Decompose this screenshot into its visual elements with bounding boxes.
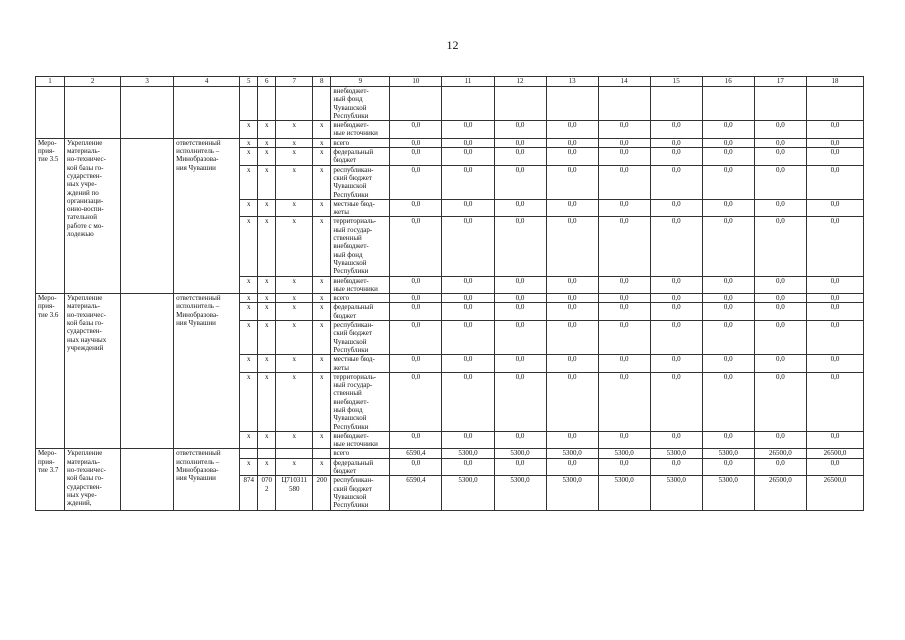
empty-cell xyxy=(65,87,121,139)
amount-cell: 0,0 xyxy=(702,276,754,294)
empty-cell xyxy=(174,87,240,139)
budget-code-cell: x xyxy=(276,138,313,147)
amount-cell: 0,0 xyxy=(390,321,442,355)
column-number-row xyxy=(36,77,864,87)
amount-cell: 0,0 xyxy=(702,199,754,217)
amount-cell: 0,0 xyxy=(806,138,863,147)
amount-cell: 0,0 xyxy=(702,148,754,166)
amount-cell: 0,0 xyxy=(754,294,806,303)
budget-code-cell: x xyxy=(258,217,276,276)
budget-code-cell: x xyxy=(240,321,258,355)
column-number: 16 xyxy=(702,77,754,87)
funding-source-cell: местные бюд- жеты xyxy=(331,355,390,373)
amount-cell: 0,0 xyxy=(650,138,702,147)
budget-code-cell: x xyxy=(276,121,313,139)
measure-id-cell: Меро- прия- тие 3.6 xyxy=(36,294,65,449)
amount-cell: 26500,0 xyxy=(754,476,806,510)
amount-cell: 5300,0 xyxy=(494,449,546,458)
amount-cell: 0,0 xyxy=(598,121,650,139)
amount-cell: 0,0 xyxy=(390,294,442,303)
budget-code-cell: x xyxy=(276,372,313,431)
amount-cell: 0,0 xyxy=(598,372,650,431)
amount-cell: 0,0 xyxy=(494,431,546,449)
amount-cell: 5300,0 xyxy=(702,449,754,458)
amount-cell: 0,0 xyxy=(806,321,863,355)
amount-cell: 26500,0 xyxy=(806,476,863,510)
amount-cell: 0,0 xyxy=(754,303,806,321)
amount-cell xyxy=(754,87,806,121)
amount-cell xyxy=(702,87,754,121)
amount-cell: 0,0 xyxy=(494,321,546,355)
measure-id-cell: Меро- прия- тие 3.5 xyxy=(36,138,65,293)
budget-code-cell: x xyxy=(240,458,258,476)
amount-cell: 0,0 xyxy=(650,165,702,199)
funding-source-cell: федеральный бюджет xyxy=(331,303,390,321)
amount-cell: 0,0 xyxy=(806,165,863,199)
amount-cell: 0,0 xyxy=(494,294,546,303)
amount-cell: 0,0 xyxy=(702,294,754,303)
amount-cell: 0,0 xyxy=(390,276,442,294)
amount-cell: 0,0 xyxy=(806,217,863,276)
amount-cell xyxy=(546,87,598,121)
executor-cell: ответственный исполнитель – Минобразова- ния Чувашии xyxy=(174,449,240,510)
budget-code-cell xyxy=(240,87,258,121)
amount-cell: 5300,0 xyxy=(598,476,650,510)
page-number: 12 xyxy=(446,38,459,52)
funding-source-cell: республикан- ский бюджет Чувашской Республики xyxy=(331,321,390,355)
amount-cell: 0,0 xyxy=(598,321,650,355)
measure-name-cell: Укрепление материаль- но-техничес- кой базы го- сударствен- ных научных учреждений xyxy=(65,294,121,449)
budget-code-cell: x xyxy=(240,372,258,431)
amount-cell: 0,0 xyxy=(494,276,546,294)
column-number: 18 xyxy=(806,77,863,87)
empty-cell xyxy=(121,87,174,139)
amount-cell: 0,0 xyxy=(546,458,598,476)
amount-cell: 0,0 xyxy=(598,217,650,276)
amount-cell: 0,0 xyxy=(650,294,702,303)
amount-cell: 0,0 xyxy=(806,294,863,303)
column-number: 11 xyxy=(442,77,494,87)
amount-cell: 0,0 xyxy=(598,138,650,147)
budget-code-cell: x xyxy=(240,148,258,166)
amount-cell: 0,0 xyxy=(650,321,702,355)
budget-code-cell: x xyxy=(240,138,258,147)
amount-cell: 0,0 xyxy=(390,199,442,217)
budget-code-cell xyxy=(276,449,313,458)
column-number: 1 xyxy=(36,77,65,87)
column-number: 6 xyxy=(258,77,276,87)
budget-code-cell: x xyxy=(313,199,331,217)
amount-cell: 0,0 xyxy=(650,276,702,294)
column-number: 7 xyxy=(276,77,313,87)
budget-code-cell: x xyxy=(258,431,276,449)
executor-cell: ответственный исполнитель – Минобразова- ния Чувашии xyxy=(174,294,240,449)
measure-id-cell: Меро- прия- тие 3.7 xyxy=(36,449,65,510)
amount-cell: 0,0 xyxy=(754,148,806,166)
amount-cell: 0,0 xyxy=(806,199,863,217)
amount-cell: 0,0 xyxy=(754,321,806,355)
amount-cell: 0,0 xyxy=(390,138,442,147)
empty-cell xyxy=(121,294,174,449)
amount-cell: 0,0 xyxy=(494,199,546,217)
amount-cell: 0,0 xyxy=(598,431,650,449)
budget-code-cell: x xyxy=(258,121,276,139)
amount-cell xyxy=(494,87,546,121)
budget-code-cell: x xyxy=(313,165,331,199)
budget-code-cell: Ц710311 580 xyxy=(276,476,313,510)
budget-code-cell: x xyxy=(258,148,276,166)
amount-cell: 0,0 xyxy=(806,355,863,373)
amount-cell: 0,0 xyxy=(390,355,442,373)
amount-cell: 0,0 xyxy=(806,372,863,431)
budget-code-cell xyxy=(240,449,258,458)
amount-cell: 0,0 xyxy=(754,165,806,199)
budget-code-cell xyxy=(258,449,276,458)
amount-cell: 6590,4 xyxy=(390,476,442,510)
amount-cell: 5300,0 xyxy=(494,476,546,510)
budget-code-cell: x xyxy=(313,431,331,449)
funding-source-cell: территориаль- ный государ- ственный внебюджет- ный фонд Чувашской Республики xyxy=(331,372,390,431)
amount-cell: 0,0 xyxy=(806,121,863,139)
budget-code-cell: x xyxy=(276,276,313,294)
amount-cell: 0,0 xyxy=(442,458,494,476)
budget-code-cell: x xyxy=(258,276,276,294)
amount-cell: 0,0 xyxy=(390,458,442,476)
amount-cell: 0,0 xyxy=(754,355,806,373)
amount-cell: 0,0 xyxy=(390,303,442,321)
amount-cell: 5300,0 xyxy=(598,449,650,458)
amount-cell: 0,0 xyxy=(546,138,598,147)
column-number: 15 xyxy=(650,77,702,87)
amount-cell: 0,0 xyxy=(442,431,494,449)
amount-cell: 0,0 xyxy=(442,372,494,431)
amount-cell: 0,0 xyxy=(390,148,442,166)
amount-cell: 26500,0 xyxy=(754,449,806,458)
amount-cell: 0,0 xyxy=(806,458,863,476)
amount-cell: 0,0 xyxy=(546,121,598,139)
amount-cell: 0,0 xyxy=(702,138,754,147)
budget-code-cell: 0702 xyxy=(258,476,276,510)
amount-cell: 0,0 xyxy=(546,372,598,431)
funding-source-cell: республикан- ский бюджет Чувашской Республики xyxy=(331,476,390,510)
amount-cell: 0,0 xyxy=(390,165,442,199)
budget-code-cell: x xyxy=(240,199,258,217)
amount-cell: 0,0 xyxy=(806,276,863,294)
amount-cell: 0,0 xyxy=(598,199,650,217)
amount-cell: 0,0 xyxy=(442,138,494,147)
amount-cell: 0,0 xyxy=(494,458,546,476)
executor-cell: ответственный исполнитель – Минобразова- ния Чувашии xyxy=(174,138,240,293)
table-row xyxy=(36,87,864,121)
amount-cell: 0,0 xyxy=(442,217,494,276)
amount-cell: 0,0 xyxy=(754,217,806,276)
budget-code-cell: x xyxy=(240,121,258,139)
amount-cell: 0,0 xyxy=(702,431,754,449)
amount-cell: 0,0 xyxy=(494,121,546,139)
budget-code-cell: x xyxy=(258,138,276,147)
amount-cell: 0,0 xyxy=(546,431,598,449)
amount-cell: 0,0 xyxy=(494,303,546,321)
measure-name-cell: Укрепление материаль- но-техничес- кой базы го- сударствен- ных учре- ждений по организаци- онно-воспи- тательной работе с мо- лодежью xyxy=(65,138,121,293)
column-number: 13 xyxy=(546,77,598,87)
amount-cell: 0,0 xyxy=(442,276,494,294)
budget-code-cell: x xyxy=(313,121,331,139)
funding-source-cell: всего xyxy=(331,138,390,147)
budget-code-cell: x xyxy=(313,294,331,303)
amount-cell: 0,0 xyxy=(754,121,806,139)
amount-cell: 5300,0 xyxy=(442,476,494,510)
amount-cell: 0,0 xyxy=(754,372,806,431)
budget-code-cell: x xyxy=(313,355,331,373)
budget-code-cell: x xyxy=(313,148,331,166)
table-row xyxy=(36,294,864,303)
amount-cell xyxy=(598,87,650,121)
budget-code-cell: x xyxy=(276,355,313,373)
budget-code-cell: x xyxy=(276,217,313,276)
budget-code-cell: 200 xyxy=(313,476,331,510)
amount-cell: 0,0 xyxy=(702,321,754,355)
amount-cell: 0,0 xyxy=(806,431,863,449)
amount-cell: 5300,0 xyxy=(650,476,702,510)
budget-code-cell: 874 xyxy=(240,476,258,510)
amount-cell: 0,0 xyxy=(650,217,702,276)
amount-cell: 5300,0 xyxy=(546,476,598,510)
amount-cell: 0,0 xyxy=(546,276,598,294)
empty-cell xyxy=(121,449,174,510)
amount-cell: 0,0 xyxy=(650,431,702,449)
budget-code-cell xyxy=(313,449,331,458)
funding-table xyxy=(35,76,864,511)
amount-cell: 0,0 xyxy=(754,458,806,476)
amount-cell: 5300,0 xyxy=(650,449,702,458)
amount-cell: 0,0 xyxy=(702,303,754,321)
funding-source-cell: внебюджет- ные источники xyxy=(331,431,390,449)
funding-source-cell: федеральный бюджет xyxy=(331,148,390,166)
budget-code-cell: x xyxy=(313,217,331,276)
amount-cell: 0,0 xyxy=(806,303,863,321)
amount-cell: 0,0 xyxy=(702,372,754,431)
amount-cell: 0,0 xyxy=(598,294,650,303)
budget-code-cell: x xyxy=(276,458,313,476)
amount-cell: 0,0 xyxy=(598,303,650,321)
amount-cell: 0,0 xyxy=(494,372,546,431)
funding-source-cell: республикан- ский бюджет Чувашской Республики xyxy=(331,165,390,199)
amount-cell: 0,0 xyxy=(442,355,494,373)
column-number: 10 xyxy=(390,77,442,87)
amount-cell: 0,0 xyxy=(546,199,598,217)
funding-source-cell: всего xyxy=(331,294,390,303)
budget-code-cell: x xyxy=(240,217,258,276)
amount-cell: 0,0 xyxy=(754,431,806,449)
budget-code-cell xyxy=(258,87,276,121)
amount-cell: 0,0 xyxy=(442,303,494,321)
budget-code-cell: x xyxy=(313,303,331,321)
amount-cell: 0,0 xyxy=(598,458,650,476)
budget-code-cell: x xyxy=(313,372,331,431)
amount-cell: 0,0 xyxy=(442,294,494,303)
amount-cell: 0,0 xyxy=(442,148,494,166)
measure-name-cell: Укрепление материаль- но-техничес- кой базы го- сударствен- ных учре- ждений, xyxy=(65,449,121,510)
funding-source-cell: внебюджет- ные источники xyxy=(331,276,390,294)
budget-code-cell: x xyxy=(240,276,258,294)
funding-source-cell: внебюджет- ные источники xyxy=(331,121,390,139)
budget-code-cell: x xyxy=(258,372,276,431)
budget-code-cell: x xyxy=(240,294,258,303)
amount-cell: 0,0 xyxy=(546,321,598,355)
amount-cell: 0,0 xyxy=(598,148,650,166)
amount-cell: 0,0 xyxy=(650,355,702,373)
amount-cell: 0,0 xyxy=(754,199,806,217)
funding-source-cell: местные бюд- жеты xyxy=(331,199,390,217)
amount-cell: 0,0 xyxy=(390,431,442,449)
amount-cell: 0,0 xyxy=(650,372,702,431)
budget-code-cell: x xyxy=(240,431,258,449)
amount-cell: 0,0 xyxy=(390,217,442,276)
budget-code-cell: x xyxy=(258,321,276,355)
column-number: 9 xyxy=(331,77,390,87)
budget-code-cell: x xyxy=(258,165,276,199)
amount-cell: 0,0 xyxy=(702,165,754,199)
funding-source-cell: территориаль- ный государ- ственный внебюджет- ный фонд Чувашской Республики xyxy=(331,217,390,276)
amount-cell: 5300,0 xyxy=(546,449,598,458)
amount-cell: 0,0 xyxy=(546,303,598,321)
amount-cell: 0,0 xyxy=(442,199,494,217)
budget-code-cell xyxy=(276,87,313,121)
amount-cell: 0,0 xyxy=(806,148,863,166)
amount-cell: 0,0 xyxy=(494,217,546,276)
column-number: 4 xyxy=(174,77,240,87)
amount-cell: 0,0 xyxy=(598,165,650,199)
funding-source-cell: всего xyxy=(331,449,390,458)
amount-cell: 26500,0 xyxy=(806,449,863,458)
budget-code-cell: x xyxy=(240,165,258,199)
amount-cell: 0,0 xyxy=(650,121,702,139)
budget-code-cell: x xyxy=(276,165,313,199)
budget-code-cell: x xyxy=(258,355,276,373)
column-number: 3 xyxy=(121,77,174,87)
budget-code-cell: x xyxy=(240,355,258,373)
amount-cell: 0,0 xyxy=(494,165,546,199)
funding-source-cell: внебюджет- ный фонд Чувашской Республики xyxy=(331,87,390,121)
budget-code-cell: x xyxy=(313,458,331,476)
amount-cell xyxy=(806,87,863,121)
budget-code-cell: x xyxy=(313,321,331,355)
budget-code-cell: x xyxy=(276,431,313,449)
amount-cell xyxy=(442,87,494,121)
amount-cell: 0,0 xyxy=(546,294,598,303)
table-row xyxy=(36,138,864,147)
amount-cell: 0,0 xyxy=(546,355,598,373)
budget-code-cell: x xyxy=(313,276,331,294)
budget-code-cell: x xyxy=(276,199,313,217)
amount-cell: 0,0 xyxy=(650,148,702,166)
amount-cell: 0,0 xyxy=(442,121,494,139)
amount-cell: 0,0 xyxy=(650,458,702,476)
column-number: 14 xyxy=(598,77,650,87)
budget-code-cell: x xyxy=(240,303,258,321)
column-number: 2 xyxy=(65,77,121,87)
budget-code-cell: x xyxy=(258,458,276,476)
amount-cell: 0,0 xyxy=(650,303,702,321)
column-number: 12 xyxy=(494,77,546,87)
funding-source-cell: федеральный бюджет xyxy=(331,458,390,476)
amount-cell: 0,0 xyxy=(702,355,754,373)
amount-cell xyxy=(390,87,442,121)
amount-cell: 0,0 xyxy=(598,355,650,373)
amount-cell: 0,0 xyxy=(650,199,702,217)
amount-cell: 0,0 xyxy=(546,165,598,199)
amount-cell: 0,0 xyxy=(442,165,494,199)
amount-cell: 0,0 xyxy=(390,372,442,431)
amount-cell: 0,0 xyxy=(494,355,546,373)
budget-code-cell: x xyxy=(258,199,276,217)
empty-cell xyxy=(121,138,174,293)
amount-cell: 0,0 xyxy=(442,321,494,355)
budget-code-cell: x xyxy=(276,321,313,355)
column-number: 17 xyxy=(754,77,806,87)
amount-cell: 0,0 xyxy=(390,121,442,139)
amount-cell: 0,0 xyxy=(754,138,806,147)
budget-code-cell: x xyxy=(276,294,313,303)
amount-cell: 6590,4 xyxy=(390,449,442,458)
budget-code-cell xyxy=(313,87,331,121)
amount-cell xyxy=(650,87,702,121)
budget-code-cell: x xyxy=(276,303,313,321)
column-number: 8 xyxy=(313,77,331,87)
empty-cell xyxy=(36,87,65,139)
amount-cell: 0,0 xyxy=(702,217,754,276)
amount-cell: 0,0 xyxy=(494,138,546,147)
amount-cell: 0,0 xyxy=(754,276,806,294)
amount-cell: 0,0 xyxy=(494,148,546,166)
amount-cell: 0,0 xyxy=(702,458,754,476)
budget-code-cell: x xyxy=(258,303,276,321)
budget-code-cell: x xyxy=(258,294,276,303)
column-number: 5 xyxy=(240,77,258,87)
amount-cell: 5300,0 xyxy=(442,449,494,458)
amount-cell: 5300,0 xyxy=(702,476,754,510)
table-row xyxy=(36,449,864,458)
amount-cell: 0,0 xyxy=(598,276,650,294)
amount-cell: 0,0 xyxy=(546,217,598,276)
amount-cell: 0,0 xyxy=(546,148,598,166)
budget-code-cell: x xyxy=(276,148,313,166)
budget-code-cell: x xyxy=(313,138,331,147)
amount-cell: 0,0 xyxy=(702,121,754,139)
